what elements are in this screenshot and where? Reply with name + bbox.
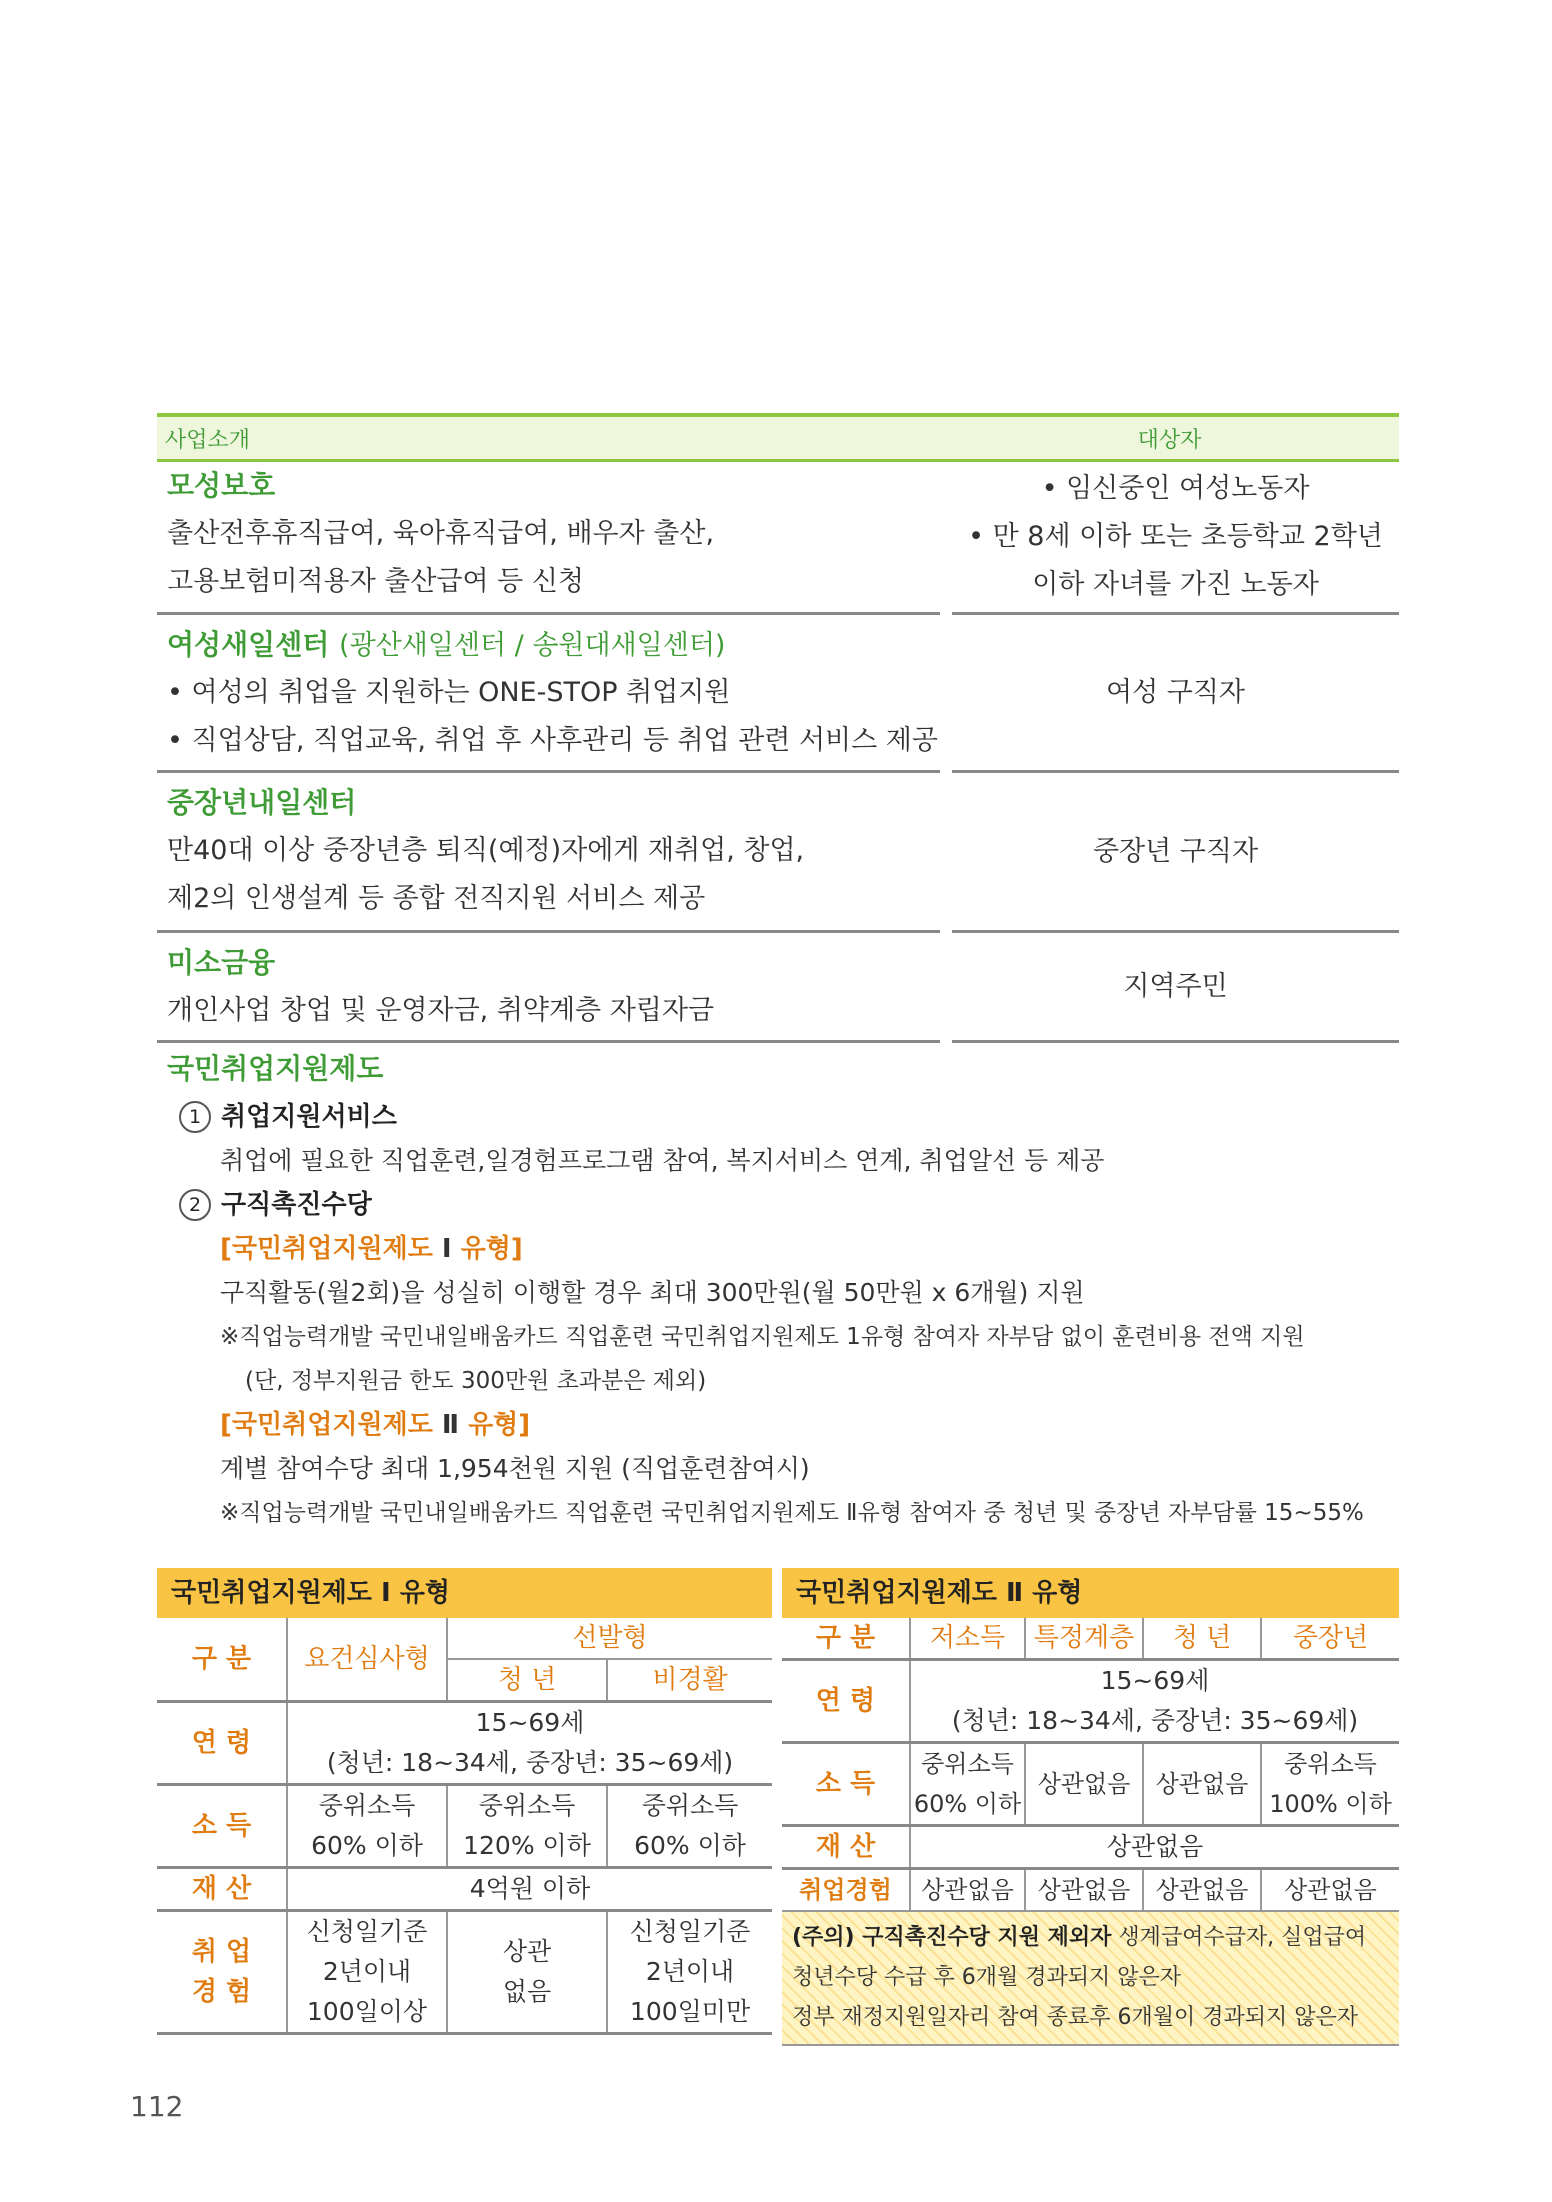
income-value: 상관없음 — [1025, 1743, 1143, 1826]
circled-number: 1 — [179, 1101, 211, 1133]
national-employment-support — [157, 1043, 1399, 1535]
caution-box: (주의) 구직촉진수당 지원 제외자 생계급여수급자, 실업급여 청년수당 수급 후 6개월 경과되지 않은자 정부 재정지원일자리 참여 종료후 6개월이 경과되지 않은자 — [782, 1911, 1399, 2045]
page-content — [157, 413, 1399, 2030]
section-target: 여성 구직자 — [952, 615, 1399, 773]
asset-value: 4억원 이하 — [287, 1868, 772, 1911]
label-asset: 재 산 — [157, 1868, 287, 1911]
header-low-income: 저소득 — [910, 1618, 1025, 1660]
item-job-seeking-allowance: 2 구직촉진수당 — [167, 1183, 1399, 1227]
experience-value: 상관없음 — [1261, 1869, 1399, 1912]
section-target: 중장년 구직자 — [952, 773, 1399, 933]
type2-table — [782, 1568, 1399, 2046]
experience-value: 상관없음 — [910, 1869, 1025, 1912]
section-line: 제2의 인생설계 등 종합 전직지원 서비스 제공 — [167, 883, 706, 914]
section-subtitle: (광산새일센터 / 송원대새일센터) — [339, 630, 726, 661]
label-gubun: 구 분 — [157, 1618, 287, 1702]
income-value: 중위소득 100% 이하 — [1261, 1743, 1399, 1826]
section-target: • 임신중인 여성노동자 • 만 8세 이하 또는 초등학교 2학년 이하 자녀를 가진 노동자 — [952, 462, 1399, 615]
income-value: 중위소득 120% 이하 — [447, 1785, 607, 1868]
label-experience: 취 업 경 험 — [157, 1911, 287, 2034]
section-midlife-center — [157, 773, 1399, 933]
section-title: 여성새일센터 (광산새일센터 / 송원대새일센터) — [167, 628, 726, 661]
label-age: 연 령 — [157, 1702, 287, 1785]
item-desc: 취업에 필요한 직업훈련,일경험프로그램 참여, 복지서비스 연계, 취업알선 등 제공 — [220, 1146, 1105, 1175]
intro-table-header — [157, 413, 1399, 462]
section-title: 미소금융 — [167, 946, 276, 979]
header-youth: 청 년 — [1143, 1618, 1261, 1660]
section-title: 중장년내일센터 — [167, 786, 357, 819]
section-line: 출산전후휴직급여, 육아휴직급여, 배우자 출산, — [167, 518, 715, 549]
header-special: 특정계층 — [1025, 1618, 1143, 1660]
section-title: 국민취업지원제도 — [167, 1052, 384, 1085]
type1-table — [157, 1568, 772, 2035]
header-selection: 선발형 — [447, 1618, 772, 1659]
type2-note: ※직업능력개발 국민내일배움카드 직업훈련 국민취업지원제도 Ⅱ유형 참여자 중 청년 및 중장년 자부담률 15~55% — [220, 1500, 1364, 1526]
income-value: 상관없음 — [1143, 1743, 1261, 1826]
header-midlife: 중장년 — [1261, 1618, 1399, 1660]
label-age: 연 령 — [782, 1660, 910, 1743]
section-line: • 여성의 취업을 지원하는 ONE-STOP 취업지원 — [167, 677, 731, 708]
section-title: 모성보호 — [167, 469, 276, 502]
section-line: 만40대 이상 중장년층 퇴직(예정)자에게 재취업, 창업, — [167, 835, 805, 866]
section-line: 고용보험미적용자 출산급여 등 신청 — [167, 566, 584, 597]
page-number: 112 — [130, 2090, 184, 2123]
section-line: 개인사업 창업 및 운영자금, 취약계층 자립자금 — [167, 995, 715, 1026]
label-income: 소 득 — [782, 1743, 910, 1826]
section-microfinance — [157, 933, 1399, 1043]
experience-value: 상관 없음 — [447, 1911, 607, 2034]
label-income: 소 득 — [157, 1785, 287, 1868]
type2-label: [국민취업지원제도 Ⅱ 유형] — [220, 1410, 531, 1440]
circled-number: 2 — [179, 1189, 211, 1221]
section-maternity — [157, 462, 1399, 615]
income-value: 중위소득 60% 이하 — [287, 1785, 447, 1868]
experience-value: 상관없음 — [1025, 1869, 1143, 1912]
header-business-intro: 사업소개 — [165, 427, 251, 453]
label-gubun: 구 분 — [782, 1618, 910, 1660]
income-value: 중위소득 60% 이하 — [607, 1785, 772, 1868]
caution-heading: (주의) 구직촉진수당 지원 제외자 — [792, 1925, 1112, 1950]
header-requirement: 요건심사형 — [287, 1618, 447, 1702]
label-asset: 재 산 — [782, 1826, 910, 1869]
age-value: 15~69세 (청년: 18~34세, 중장년: 35~69세) — [910, 1660, 1399, 1743]
type1-note: ※직업능력개발 국민내일배움카드 직업훈련 국민취업지원제도 1유형 참여자 자부담 없이 훈련비용 전액 지원 — [220, 1324, 1305, 1350]
experience-value: 상관없음 — [1143, 1869, 1261, 1912]
asset-value: 상관없음 — [910, 1826, 1399, 1869]
type1-label: [국민취업지원제도 Ⅰ 유형] — [220, 1234, 523, 1264]
type2-desc: 계별 참여수당 최대 1,954천원 지원 (직업훈련참여시) — [220, 1454, 810, 1483]
age-value: 15~69세 (청년: 18~34세, 중장년: 35~69세) — [287, 1702, 772, 1785]
experience-value: 신청일기준 2년이내 100일이상 — [287, 1911, 447, 2034]
table-title: 국민취업지원제도 Ⅰ 유형 — [157, 1568, 772, 1618]
section-women-center — [157, 615, 1399, 773]
header-inactive: 비경활 — [607, 1659, 772, 1702]
section-target: 지역주민 — [952, 933, 1399, 1043]
type1-desc: 구직활동(월2회)을 성실히 이행할 경우 최대 300만원(월 50만원 x 6개월) 지원 — [220, 1278, 1085, 1307]
label-experience: 취업경험 — [782, 1869, 910, 1912]
income-value: 중위소득 60% 이하 — [910, 1743, 1025, 1826]
type1-note2: (단, 정부지원금 한도 300만원 초과분은 제외) — [245, 1368, 707, 1394]
table-title: 국민취업지원제도 Ⅱ 유형 — [782, 1568, 1399, 1618]
header-youth: 청 년 — [447, 1659, 607, 1702]
experience-value: 신청일기준 2년이내 100일미만 — [607, 1911, 772, 2034]
item-employment-service: 1 취업지원서비스 — [167, 1095, 1399, 1139]
header-target: 대상자 — [1137, 427, 1202, 453]
section-line: • 직업상담, 직업교육, 취업 후 사후관리 등 취업 관련 서비스 제공 — [167, 725, 938, 756]
